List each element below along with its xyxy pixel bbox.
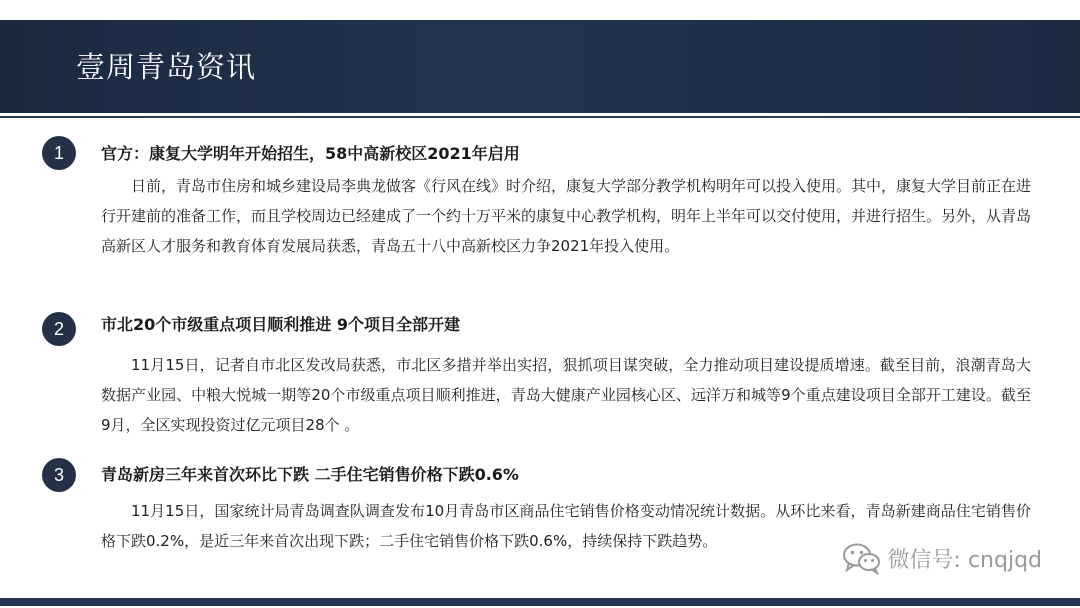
header-divider	[0, 116, 1080, 118]
item-title: 青岛新房三年来首次环比下跌 二手住宅销售价格下跌0.6%	[101, 465, 519, 484]
wechat-icon	[842, 541, 882, 575]
page-title: 壹周青岛资讯	[76, 50, 257, 84]
item-body: 日前，青岛市住房和城乡建设局李典龙做客《行风在线》时介绍，康复大学部分教学机构明年可以投入使用。其中，康复大学目前正在进行开建前的准备工作，而且学校周边已经建成了一个约十万平米的康复中心教学机构，明年上半年可以交付使用，并进行招生。另外，从青岛高新区人才服务和教育体育发展局获悉，青岛五十八中高新校区力争2021年投入使用。	[101, 177, 1032, 255]
item-title: 官方：康复大学明年开始招生，58中高新校区2021年启用	[101, 144, 520, 163]
watermark-text: 微信号: cnqjqd	[887, 547, 1042, 573]
item-number-badge: 2	[42, 312, 76, 346]
watermark	[838, 538, 1046, 578]
item-number-badge: 1	[42, 136, 76, 170]
item-body: 11月15日，国家统计局青岛调查队调查发布10月青岛市区商品住宅销售价格变动情况统计数据。从环比来看，青岛新建商品住宅销售价格下跌0.2%，是近三年来首次出现下跌；二手住宅销售价格下跌0.6%，持续保持下跌趋势。	[101, 502, 1031, 550]
item-number-badge: 3	[42, 458, 76, 492]
item-title: 市北20个市级重点项目顺利推进 9个项目全部开建	[101, 315, 460, 334]
item-body: 11月15日，记者自市北区发改局获悉，市北区多措并举出实招，狠抓项目谋突破，全力推动项目建设提质增速。截至目前，浪潮青岛大数据产业园、中粮大悦城一期等20个市级重点项目顺利推进，青岛大健康产业园核心区、远洋万和城等9个重点建设项目全部开工建设。截至9月，全区实现投资过亿元项目28个 。	[101, 356, 1031, 434]
footer-bar	[0, 598, 1080, 606]
